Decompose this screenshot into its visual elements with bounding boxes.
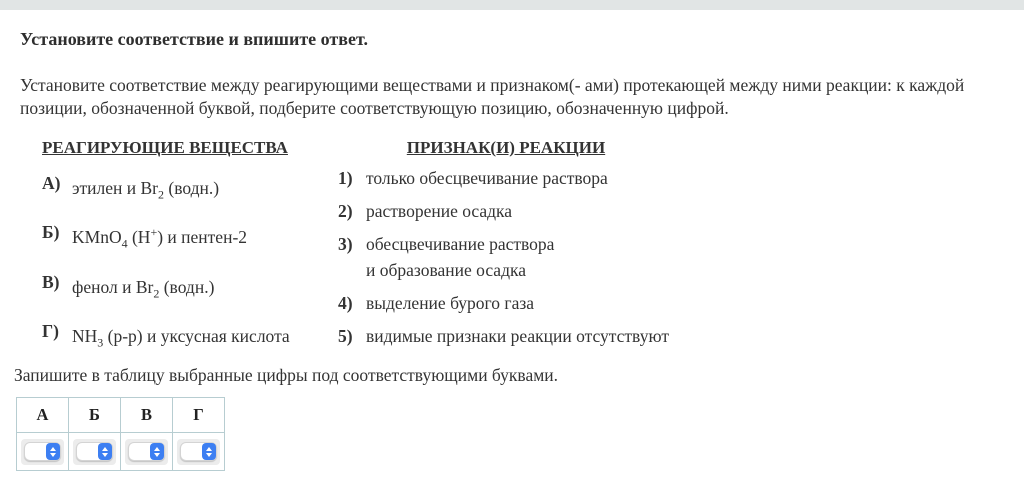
answer-table	[16, 397, 225, 471]
item-number: 1)	[338, 168, 353, 188]
number-spinner-v[interactable]	[125, 439, 168, 465]
number-spinner-g[interactable]	[177, 439, 220, 465]
chevron-up-icon[interactable]	[102, 447, 108, 451]
answer-input-v[interactable]	[129, 444, 149, 459]
item-number: 4)	[338, 293, 353, 313]
spinner-stepper-button[interactable]	[150, 443, 164, 460]
item-text: выделение бурого газа	[366, 293, 535, 313]
sign-item-5	[338, 323, 674, 349]
answer-instruction: Запишите в таблицу выбранные цифры под соответствующими буквами.	[14, 365, 559, 386]
reactant-item-b	[42, 219, 338, 256]
answer-col-letter-b: Б	[69, 398, 121, 433]
spinner-field[interactable]	[128, 442, 165, 461]
top-divider-bar	[0, 0, 1024, 10]
answer-input-b[interactable]	[77, 444, 97, 459]
page-title: Установите соответствие и впишите ответ.	[20, 29, 368, 49]
item-text: растворение осадка	[366, 201, 513, 221]
answer-input-g[interactable]	[181, 444, 201, 459]
answer-col-letter-a: А	[17, 398, 69, 433]
reactant-item-a	[42, 170, 338, 207]
signs-column-header: ПРИЗНАК(И) РЕАКЦИИ	[406, 138, 606, 157]
chevron-down-icon[interactable]	[154, 453, 160, 457]
sign-item-2	[338, 198, 674, 224]
answer-cell-b	[69, 433, 121, 471]
reactant-item-v	[42, 269, 338, 306]
answer-col-letter-v: В	[121, 398, 173, 433]
item-letter: А)	[42, 173, 61, 193]
chevron-up-icon[interactable]	[206, 447, 212, 451]
item-letter: В)	[42, 271, 60, 292]
item-number: 5)	[338, 326, 353, 346]
item-text: фенол и $Br_2$ (водн.)	[72, 276, 215, 300]
reactants-column	[42, 138, 338, 355]
chevron-up-icon[interactable]	[154, 447, 160, 451]
spinner-stepper-button[interactable]	[98, 443, 112, 460]
item-text: этилен и $Br_2$ (водн.)	[72, 177, 220, 202]
item-number: 3)	[338, 234, 353, 254]
item-text: $NH_3$ (р-р) и уксусная кислота	[72, 325, 290, 350]
sign-item-3	[338, 231, 674, 283]
chevron-up-icon[interactable]	[50, 447, 56, 451]
item-text: видимые признаки реакции отсутствуют	[366, 326, 669, 346]
spinner-stepper-button[interactable]	[202, 443, 216, 460]
spinner-stepper-button[interactable]	[46, 443, 60, 460]
item-letter: Г)	[42, 320, 59, 341]
chevron-down-icon[interactable]	[102, 453, 108, 457]
item-text: KMnO$_4$ (H+) и пентен-2	[72, 225, 248, 251]
answer-input-a[interactable]	[25, 444, 45, 459]
chevron-down-icon[interactable]	[206, 453, 212, 457]
item-number: 2)	[338, 201, 353, 221]
item-text: только обесцвечивание раствора	[366, 168, 608, 188]
answer-table-header-row	[17, 398, 225, 433]
sign-item-4	[338, 290, 674, 316]
signs-column	[338, 138, 674, 355]
answer-cell-g	[173, 433, 225, 471]
matching-columns	[20, 138, 1004, 355]
reactants-column-header: РЕАГИРУЮЩИЕ ВЕЩЕСТВА	[42, 138, 288, 157]
spinner-field[interactable]	[76, 442, 113, 461]
chevron-down-icon[interactable]	[50, 453, 56, 457]
answer-col-letter-g: Г	[173, 398, 225, 433]
spinner-field[interactable]	[180, 442, 217, 461]
number-spinner-b[interactable]	[73, 439, 116, 465]
reactant-item-g	[42, 318, 338, 355]
task-description: Установите соответствие между реагирующими веществами и признаком(- ами) протекающей между ними реакции: к каждой позиции, обозначенной буквой, подберите соответствующую позицию, обозначенную цифрой.	[20, 75, 965, 118]
spinner-field[interactable]	[24, 442, 61, 461]
answer-table-input-row	[17, 433, 225, 471]
item-letter: Б)	[42, 222, 60, 243]
question-page	[0, 29, 1024, 471]
answer-cell-v	[121, 433, 173, 471]
item-text: обесцвечивание раствора и образование осадка	[366, 234, 555, 280]
sign-item-1	[338, 165, 674, 191]
answer-cell-a	[17, 433, 69, 471]
number-spinner-a[interactable]	[21, 439, 64, 465]
